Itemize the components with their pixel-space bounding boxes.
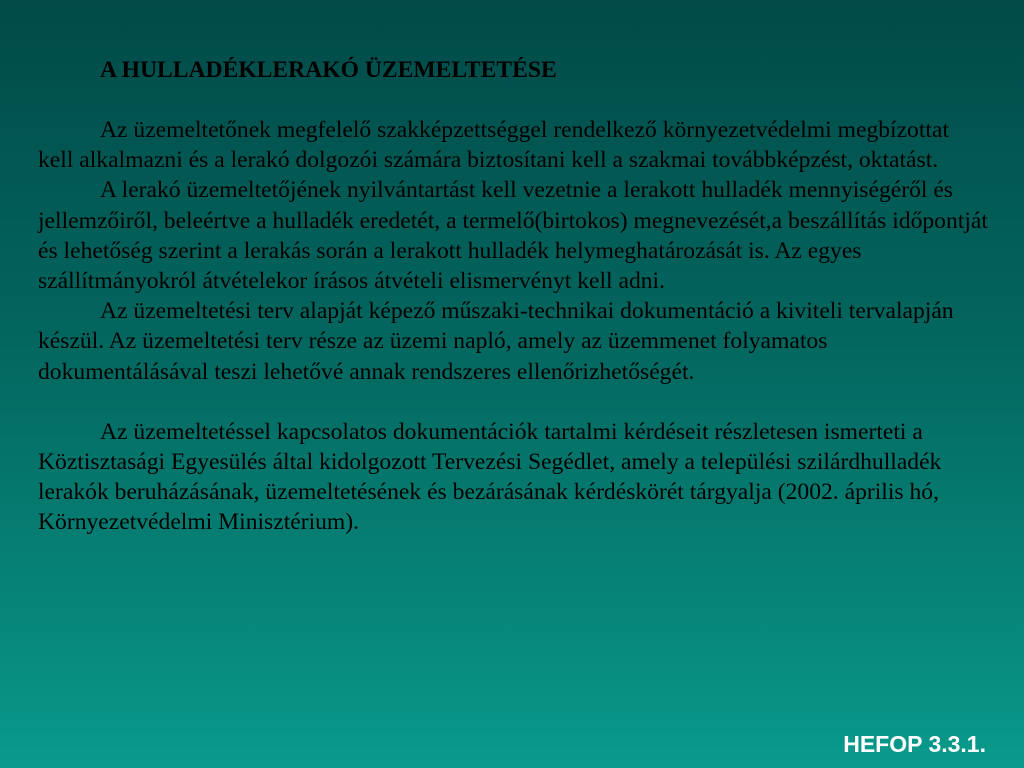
paragraph-records: A lerakó üzemeltetőjének nyilvántartást kell vezetnie a lerakott hulladék mennyiségéről és jellemzőiről, beleértve a hulladék eredetét, a termelő(birtokos) megnevezését,a beszállítás időpontját és lehetőség szerint a lerakás során a lerakott hulladék helymeghatározását is. Az egyes szállítmányokról átvételekor írásos átvételi elismervényt kell adni. [38, 177, 988, 295]
footer-label: HEFOP 3.3.1. [843, 731, 986, 757]
paragraph-operating-plan: Az üzemeltetési terv alapját képező műszaki-technikai dokumentáció a kiviteli tervalapján készül. Az üzemeltetési terv része az üzemi napló, amely az üzemmenet folyamatos dokumentálásával teszi lehetővé annak rendszeres ellenőrizhetőségét. [38, 298, 954, 385]
slide-content [38, 55, 988, 538]
paragraph-documentation-guide: Az üzemeltetéssel kapcsolatos dokumentációk tartalmi kérdéseit részletesen ismerteti a Köztisztasági Egyesülés által kidolgozott Tervezési Segédlet, amely a települési szilárdhulladék lerakók beruházásának, üzemeltetésének és bezárásának kérdéskörét tárgyalja (2002. április hó, Környezetvédelmi Minisztérium). [38, 418, 942, 536]
slide-title: A HULLADÉKLERAKÓ ÜZEMELTETÉSE [100, 57, 557, 83]
paragraph-environmental-officer: Az üzemeltetőnek megfelelő szakképzettséggel rendelkező környezetvédelmi megbízottat kell alkalmazni és a lerakó dolgozói számára biztosítani kell a szakmai továbbképzést, oktatást. [38, 117, 949, 174]
